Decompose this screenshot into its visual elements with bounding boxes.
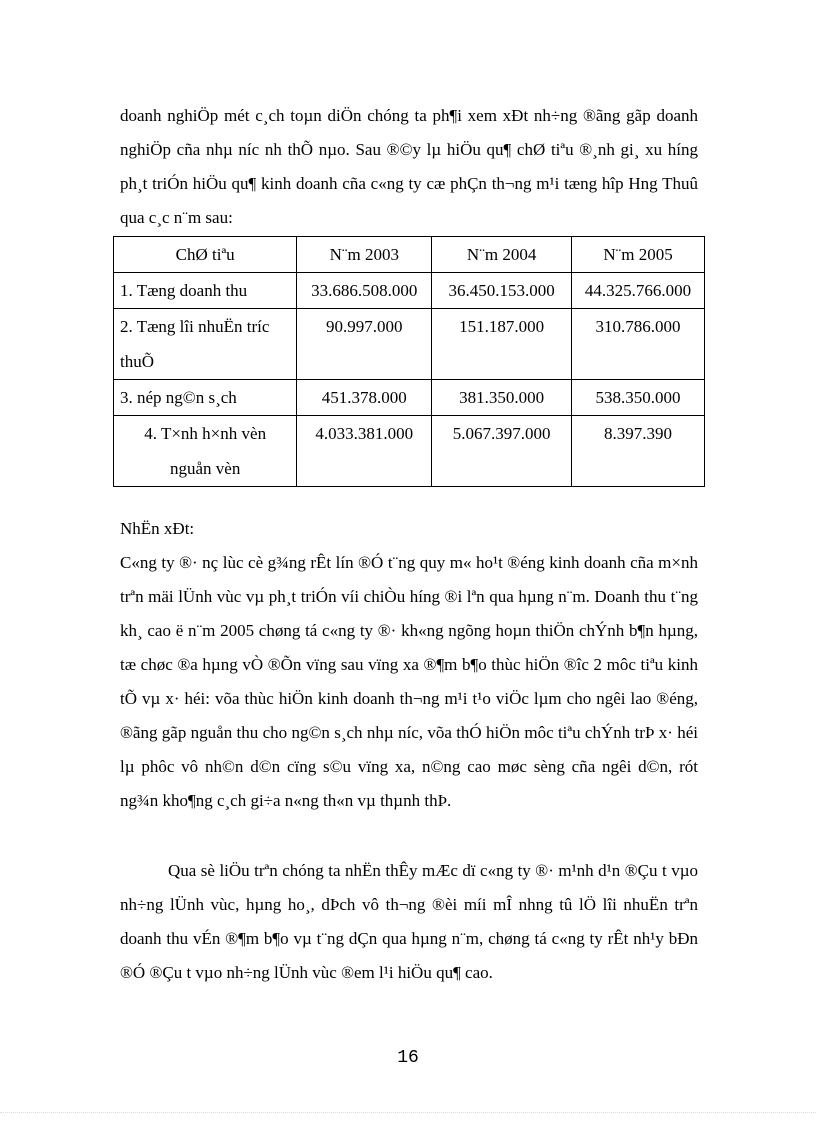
row-label: 4. T×nh h×nh vèn nguån vèn [114, 416, 297, 487]
cell-2005: 44.325.766.000 [572, 273, 705, 309]
page-number: 16 [397, 1048, 419, 1068]
cell-2003: 33.686.508.000 [297, 273, 432, 309]
header-2003: N¨m 2003 [297, 237, 432, 273]
paragraph-2: C«ng ty ®· nç lùc cè g¾ng rÊt lín ®Ó t¨ng quy m« ho¹t ®éng kinh doanh cña m×nh trªn mäi lÜnh vùc vµ ph¸t triÓn víi chiÒu híng ®i lªn qua hµng n¨m. Doanh thu t¨ng kh¸ cao ë n¨m 2005 chøng tá c«ng ty ®· kh«ng ngõng hoµn thiÖn chÝnh b¶n hµng, tæ chøc ®a hµng vÒ ®Õn vïng sau vïng xa ®¶m b¶o thùc hiÖn ®îc 2 môc tiªu kinh tÕ vµ x· héi: võa thùc hiÖn kinh doanh th¬ng m¹i t¹o viÖc lµm cho ngêi lao ®éng, ®ãng gãp nguån thu cho ng©n s¸ch nhµ níc, võa thÓ hiÖn môc tiªu chÝnh trÞ x· héi lµ phôc vô nh©n d©n cïng s©u vïng xa, n©ng cao møc sèng cña ngêi d©n, rót ng¾n kho¶ng c¸ch gi÷a n«ng th«n vµ thµnh thÞ. [120, 553, 698, 810]
table-row [114, 273, 705, 309]
cell-2004: 381.350.000 [432, 380, 572, 416]
header-2005: N¨m 2005 [572, 237, 705, 273]
intro-paragraph: doanh nghiÖp mét c¸ch toµn diÖn chóng ta ph¶i xem xÐt nh÷ng ®ãng gãp doanh nghiÖp cña nhµ níc nh thÕ nµo. Sau ®©y lµ hiÖu qu¶ chØ tiªu ®¸nh gi¸ xu híng ph¸t triÓn hiÖu qu¶ kinh doanh cña c«ng ty cæ phÇn th¬ng m¹i tæng hîp Hng Thuû qua c¸c n¨m sau: [120, 106, 698, 227]
cell-2004: 5.067.397.000 [432, 416, 572, 487]
cell-2004: 36.450.153.000 [432, 273, 572, 309]
row-label: 3. nép ng©n s¸ch [114, 380, 297, 416]
cell-2005: 310.786.000 [572, 309, 705, 380]
cell-2005: 8.397.390 [572, 416, 705, 487]
cell-2005: 538.350.000 [572, 380, 705, 416]
header-2004: N¨m 2004 [432, 237, 572, 273]
cell-2003: 451.378.000 [297, 380, 432, 416]
row-label: 1. Tæng doanh thu [114, 273, 297, 309]
cell-2003: 90.997.000 [297, 309, 432, 380]
cell-2004: 151.187.000 [432, 309, 572, 380]
table-row [114, 380, 705, 416]
bottom-rule [0, 1112, 816, 1113]
table-row [114, 416, 705, 487]
comment-heading: NhËn xÐt: [120, 519, 195, 538]
table-header-row [114, 237, 705, 273]
cell-2003: 4.033.381.000 [297, 416, 432, 487]
row-label: 2. Tæng lîi nhuËn tríc thuÕ [114, 309, 297, 380]
indicator-table [113, 236, 705, 487]
paragraph-3: Qua sè liÖu trªn chóng ta nhËn thÊy mÆc dï c«ng ty ®· m¹nh d¹n ®Çu t vµo nh÷ng lÜnh vùc, hµng ho¸, dÞch vô th¬ng ®èi míi mÎ nhng tû lÖ lîi nhuËn trªn doanh thu vÉn ®¶m b¶o vµ t¨ng dÇn qua hµng n¨m, chøng tá c«ng ty rÊt nh¹y bÐn ®Ó ®Çu t vµo nh÷ng lÜnh vùc ®em l¹i hiÖu qu¶ cao. [120, 861, 698, 982]
table-row [114, 309, 705, 380]
header-indicator: ChØ tiªu [114, 237, 297, 273]
